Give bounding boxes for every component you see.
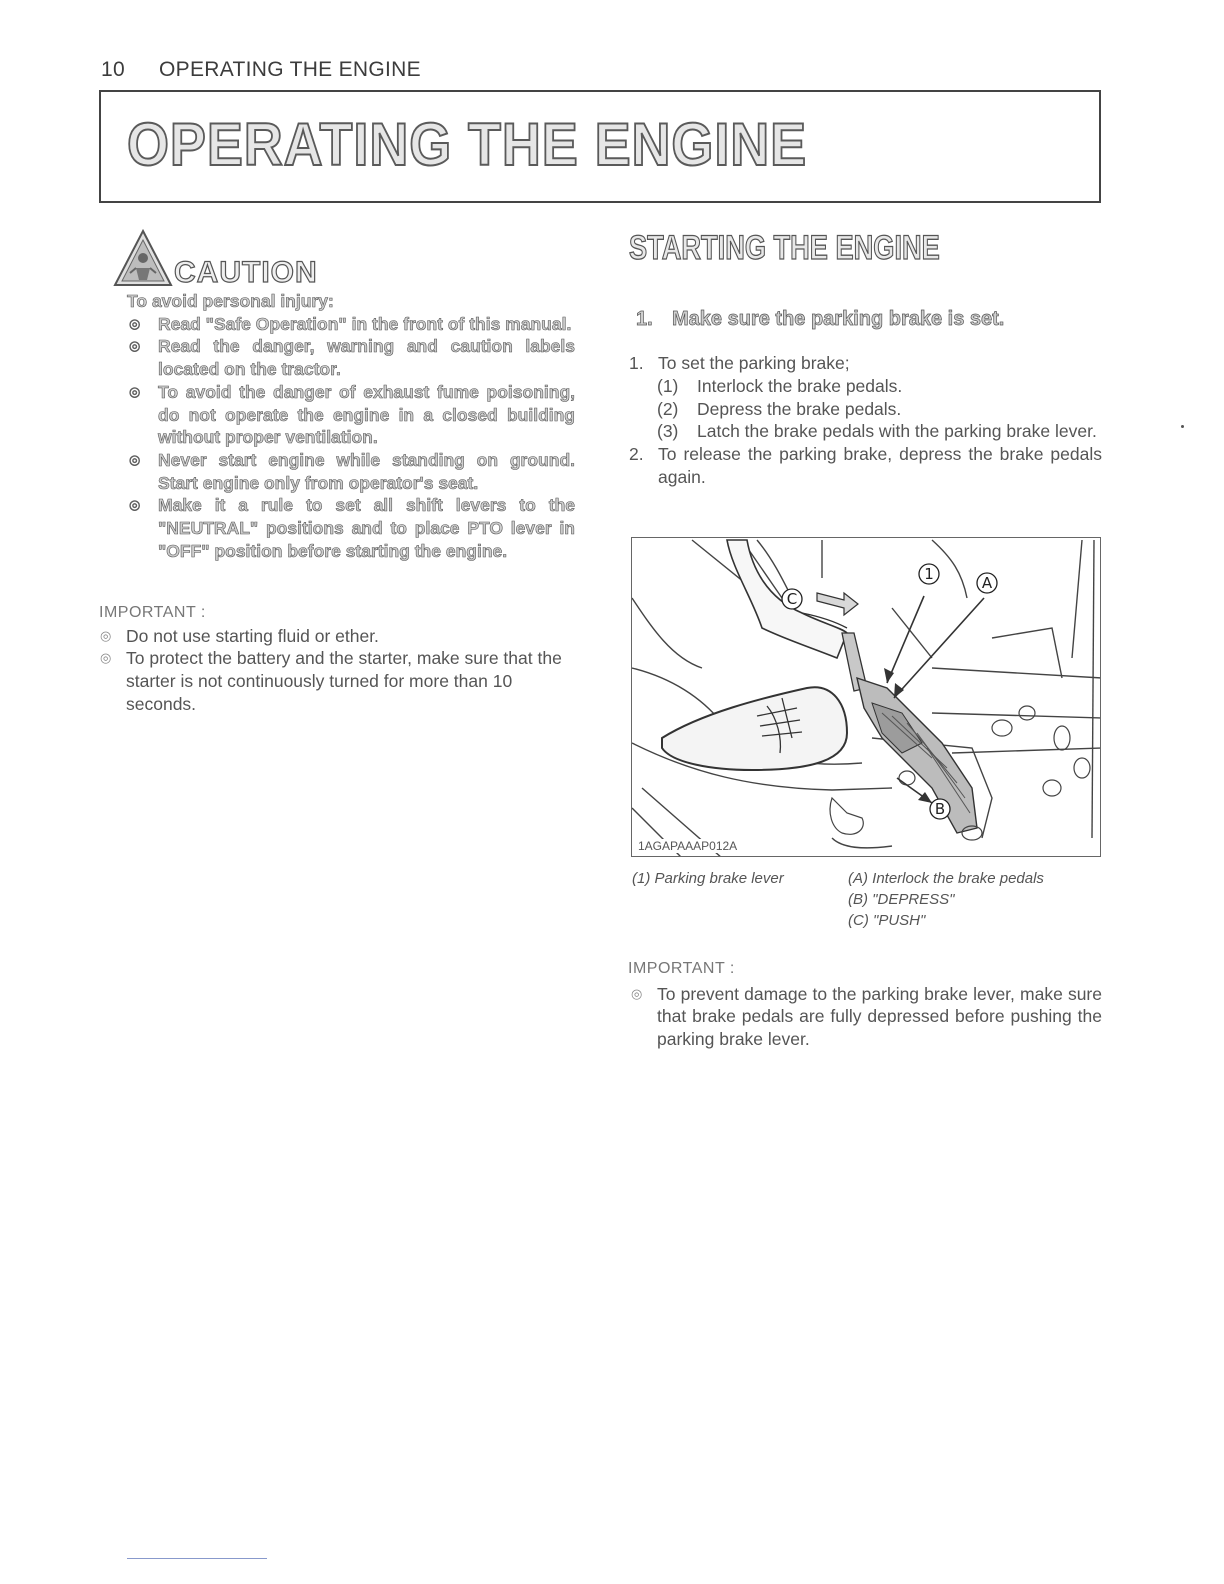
caution-header: [112, 228, 318, 292]
sub-instruction-text: Depress the brake pedals.: [697, 398, 902, 419]
important-item: [99, 625, 575, 648]
sub-instruction-number: (1): [657, 375, 679, 396]
sub-instruction-text: Latch the brake pedals with the parking brake lever.: [697, 421, 1097, 442]
caution-intro: To avoid personal injury:: [127, 291, 334, 311]
caution-item: [127, 449, 575, 494]
caption-item: (C) "PUSH": [848, 912, 926, 929]
caution-body: [127, 290, 575, 562]
caution-item-text: Read the danger, warning and caution labels located on the tractor.: [158, 336, 575, 380]
caution-item-text: Make it a rule to set all shift levers to the "NEUTRAL" positions and to place PTO lever in "OFF" position before starting the engine.: [158, 495, 575, 561]
important-item: [99, 647, 575, 715]
caution-item: [127, 381, 575, 449]
sub-instruction: [629, 420, 1102, 443]
caution-label: CAUTION: [174, 256, 318, 289]
bullet-icon: ◎: [100, 650, 112, 666]
bullet-icon: ◎: [100, 627, 112, 643]
callout-b: B: [934, 800, 946, 818]
scan-artifact-dot: [1181, 425, 1184, 428]
important-item: [628, 983, 1102, 1051]
chapter-title: OPERATING THE ENGINE: [127, 111, 808, 178]
figure-code: 1AGAPAAAP012A: [638, 839, 738, 853]
bullet-icon: ◎: [129, 338, 141, 354]
instruction-item: [629, 443, 1102, 489]
section-heading: STARTING THE ENGINE: [629, 229, 940, 267]
bullet-icon: ◎: [631, 985, 643, 1001]
bullet-icon: ◎: [129, 497, 141, 513]
step-number: 1.: [636, 308, 653, 330]
important-note-left: [99, 602, 575, 716]
callout-1: 1: [924, 565, 934, 583]
running-header-title: OPERATING THE ENGINE: [159, 58, 421, 81]
important-note-right: [628, 958, 1102, 1051]
caution-item-text: Never start engine while standing on ground. Start engine only from operator's seat.: [158, 449, 575, 493]
instruction-item: [629, 352, 1102, 375]
caption-item: (B) "DEPRESS": [848, 891, 955, 908]
important-item-text: To prevent damage to the parking brake lever, make sure that brake pedals are fully depressed before pushing the parking brake lever.: [657, 983, 1102, 1050]
instruction-number: 2.: [629, 444, 644, 465]
important-label: IMPORTANT :: [628, 960, 735, 977]
instruction-number: 1.: [629, 353, 644, 373]
bullet-icon: ◎: [129, 383, 141, 399]
important-item-text: Do not use starting fluid or ether.: [126, 625, 379, 646]
page-number: 10: [101, 58, 125, 81]
important-list: [99, 625, 575, 716]
important-item-text: To protect the battery and the starter, make sure that the starter is not continuously turned for more than 10 seconds.: [126, 648, 562, 714]
sub-instruction-number: (3): [657, 421, 679, 442]
instruction-text: To set the parking brake;: [658, 353, 850, 373]
instruction-text: To release the parking brake, depress the brake pedals again.: [658, 444, 1102, 487]
caption-right: [848, 868, 1044, 931]
callout-a: A: [981, 574, 993, 592]
step-heading: [636, 308, 1004, 331]
callout-c: C: [786, 590, 798, 608]
sub-instruction: [629, 375, 1102, 398]
step-title: Make sure the parking brake is set.: [672, 308, 1005, 330]
bullet-icon: ◎: [129, 451, 141, 467]
caution-item: [127, 313, 575, 336]
caption-left: [632, 868, 784, 889]
caution-item: [127, 494, 575, 562]
caption-item: (A) Interlock the brake pedals: [848, 870, 1044, 887]
running-header: [101, 58, 421, 82]
caution-item: [127, 335, 575, 380]
brake-pedal-figure: [631, 537, 1101, 857]
sub-instruction: [629, 398, 1102, 421]
bullet-icon: ◎: [129, 315, 141, 331]
caution-item-text: To avoid the danger of exhaust fume poisoning, do not operate the engine in a closed building without proper ventilation.: [158, 381, 575, 448]
caution-list: [127, 313, 575, 563]
warning-triangle-icon: [112, 228, 174, 288]
caution-item-text: Read "Safe Operation" in the front of this manual.: [158, 313, 572, 334]
important-label: IMPORTANT :: [99, 604, 206, 621]
sub-instruction-text: Interlock the brake pedals.: [697, 375, 903, 396]
caption-item: (1) Parking brake lever: [632, 870, 784, 887]
chapter-title-box: [99, 90, 1101, 203]
footnote-rule: [127, 1558, 267, 1559]
sub-instruction-number: (2): [657, 398, 679, 419]
instruction-list: [629, 352, 1102, 489]
brake-pedal-illustration: [632, 538, 1101, 857]
